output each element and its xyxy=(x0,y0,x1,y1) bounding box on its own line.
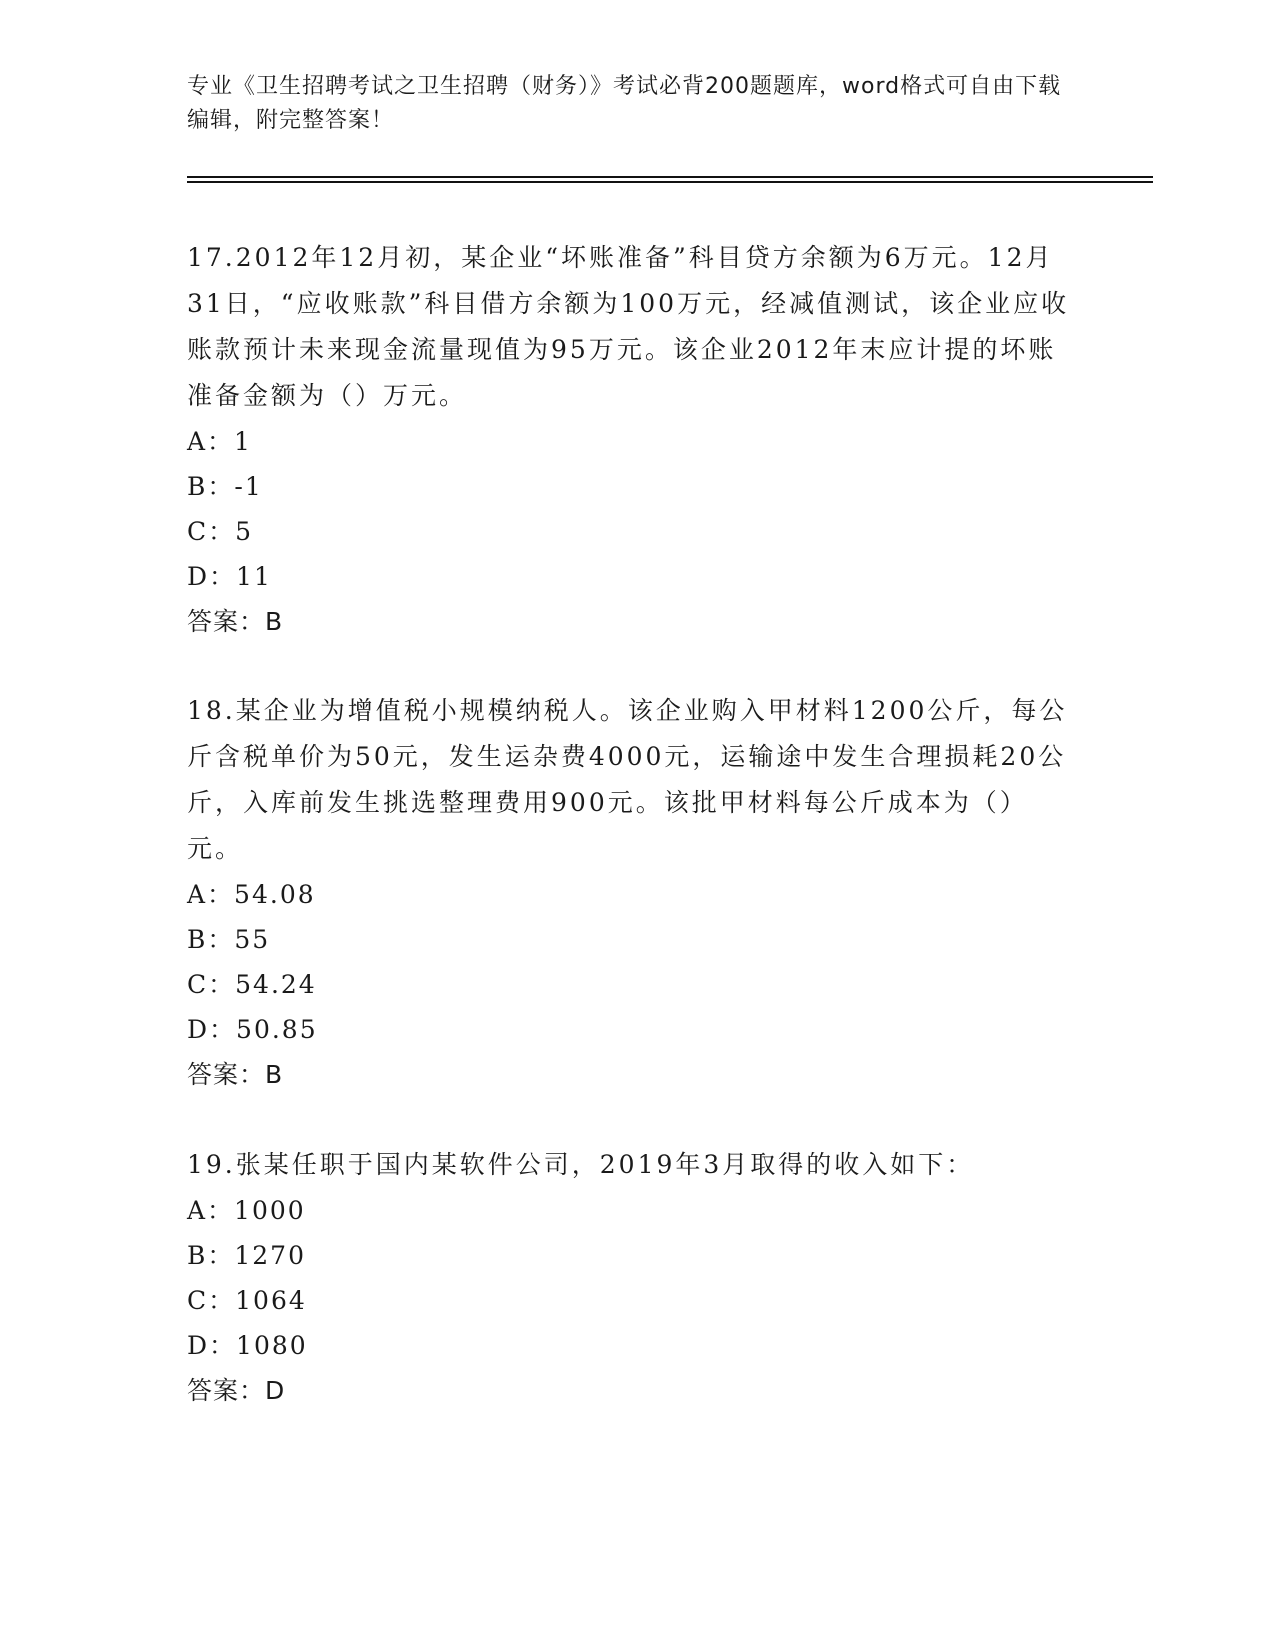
question-17 xyxy=(187,235,1077,645)
option-a: A：54.08 xyxy=(187,880,316,909)
question-18 xyxy=(187,688,1077,1098)
option-b: B：1270 xyxy=(187,1241,306,1270)
question-stem: 19.张某任职于国内某软件公司，2019年3月取得的收入如下： xyxy=(187,1150,975,1179)
header-divider-bottom xyxy=(187,181,1153,183)
option-a: A：1000 xyxy=(187,1196,306,1225)
option-d: D：11 xyxy=(187,562,272,591)
header-divider-top xyxy=(187,176,1153,178)
answer-line: 答案：D xyxy=(187,1376,286,1405)
option-b: B：-1 xyxy=(187,472,263,501)
question-stem: 18.某企业为增值税小规模纳税人。该企业购入甲材料1200公斤，每公斤含税单价为50元，发生运杂费4000元，运输途中发生合理损耗20公斤，入库前发生挑选整理费用900元。该批甲材料每公斤成本为（）元。 xyxy=(187,696,1068,863)
question-stem: 17.2012年12月初，某企业“坏账准备”科目贷方余额为6万元。12月31日，“应收账款”科目借方余额为100万元，经减值测试，该企业应收账款预计未来现金流量现值为95万元。该企业2012年末应计提的坏账准备金额为（）万元。 xyxy=(187,243,1070,410)
option-d: D：1080 xyxy=(187,1331,308,1360)
question-19 xyxy=(187,1142,1077,1414)
option-c: C：5 xyxy=(187,517,254,546)
option-c: C：1064 xyxy=(187,1286,307,1315)
option-a: A：1 xyxy=(187,427,252,456)
answer-line: 答案：B xyxy=(187,1060,284,1089)
document-header: 专业《卫生招聘考试之卫生招聘（财务）》考试必背200题题库，word格式可自由下载编辑，附完整答案！ xyxy=(187,74,1062,133)
option-d: D：50.85 xyxy=(187,1015,318,1044)
option-c: C：54.24 xyxy=(187,970,317,999)
answer-line: 答案：B xyxy=(187,607,284,636)
option-b: B：55 xyxy=(187,925,271,954)
